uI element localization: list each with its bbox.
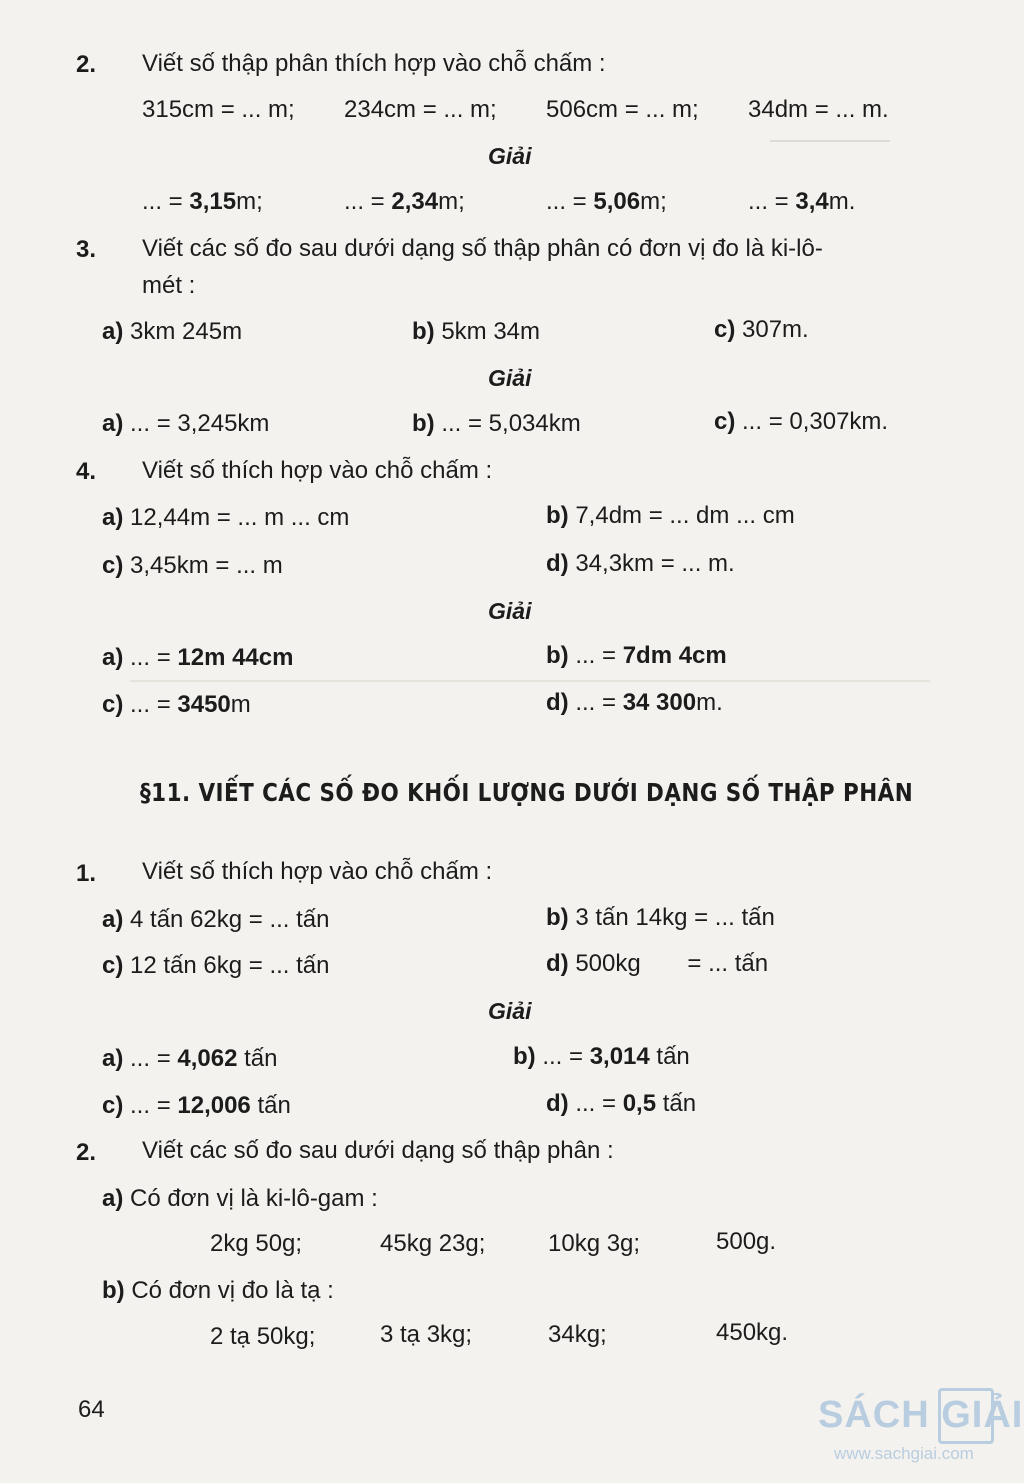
answer-item: b) ... = 5,034km: [412, 410, 581, 437]
answer-item: ... = 2,34m;: [344, 188, 465, 215]
exercise-item: 45kg 23g;: [380, 1230, 486, 1257]
exercise-item: a) 3km 245m: [102, 318, 243, 345]
exercise-prompt: Viết số thích hợp vào chỗ chấm :: [142, 457, 493, 484]
exercise-item: d) 34,3km = ... m.: [546, 550, 735, 577]
answer-item: d) ... = 0,5 tấn: [546, 1090, 697, 1117]
exercise-item: c) 307m.: [714, 316, 809, 343]
exercise-item: a) 4 tấn 62kg = ... tấn: [102, 906, 330, 933]
answer-item: ... = 3,4m.: [748, 188, 856, 215]
exercise-item: b) 3 tấn 14kg = ... tấn: [546, 904, 775, 931]
logo-url: www.sachgiai.com: [834, 1444, 974, 1463]
exercise-item: a) 12,44m = ... m ... cm: [102, 504, 350, 531]
exercise-prompt: Viết các số đo sau dưới dạng số thập phân :: [142, 1137, 614, 1164]
exercise-number: 2.: [76, 51, 97, 78]
answer-item: a) ... = 12m 44cm: [102, 644, 294, 671]
exercise-item: c) 12 tấn 6kg = ... tấn: [102, 952, 330, 979]
answer-item: c) ... = 12,006 tấn: [102, 1092, 291, 1119]
answer-item: ... = 5,06m;: [546, 188, 667, 215]
exercise-prompt-cont: mét :: [142, 272, 196, 299]
exercise-item: 315cm = ... m;: [142, 96, 295, 123]
bleed-through-mark: [770, 140, 890, 142]
exercise-item: d) 500kg = ... tấn: [546, 950, 769, 977]
solution-label: Giải: [488, 598, 532, 624]
exercise-item: 234cm = ... m;: [344, 96, 497, 123]
solution-label: Giải: [488, 143, 532, 169]
exercise-item: 450kg.: [716, 1319, 789, 1346]
page-number: 64: [78, 1396, 105, 1423]
sub-question: a) Có đơn vị là ki-lô-gam :: [102, 1185, 378, 1212]
exercise-item: 3 tạ 3kg;: [380, 1321, 473, 1348]
exercise-item: c) 3,45km = ... m: [102, 552, 283, 579]
watermark-logo: [818, 1390, 1024, 1470]
exercise-item: 500g.: [716, 1228, 777, 1255]
logo-text: SÁCH GIẢI: [818, 1394, 1024, 1436]
exercise-number: 2.: [76, 1139, 97, 1166]
solution-label: Giải: [488, 998, 532, 1024]
exercise-number: 3.: [76, 236, 97, 263]
answer-item: d) ... = 34 300m.: [546, 689, 723, 716]
exercise-item: 506cm = ... m;: [546, 96, 699, 123]
answer-item: b) ... = 7dm 4cm: [546, 642, 727, 669]
solution-label: Giải: [488, 365, 532, 391]
section-title: §11. VIẾT CÁC SỐ ĐO KHỐI LƯỢNG DƯỚI DẠNG SỐ THẬP PHÂN: [140, 778, 914, 807]
bleed-through-mark: [130, 680, 930, 682]
exercise-item: 2 tạ 50kg;: [210, 1323, 316, 1350]
exercise-item: 10kg 3g;: [548, 1230, 641, 1257]
answer-item: b) ... = 3,014 tấn: [513, 1043, 690, 1070]
exercise-item: 2kg 50g;: [210, 1230, 303, 1257]
sub-question: b) Có đơn vị đo là tạ :: [102, 1277, 334, 1304]
answer-item: a) ... = 3,245km: [102, 410, 270, 437]
exercise-item: 34dm = ... m.: [748, 96, 889, 123]
exercise-prompt: Viết số thập phân thích hợp vào chỗ chấm :: [142, 50, 606, 77]
answer-item: ... = 3,15m;: [142, 188, 263, 215]
exercise-item: 34kg;: [548, 1321, 607, 1348]
exercise-prompt: Viết số thích hợp vào chỗ chấm :: [142, 858, 493, 885]
exercise-number: 1.: [76, 860, 97, 887]
exercise-prompt: Viết các số đo sau dưới dạng số thập phân có đơn vị đo là ki-lô-: [142, 235, 823, 262]
answer-item: c) ... = 0,307km.: [714, 408, 889, 435]
exercise-number: 4.: [76, 458, 97, 485]
exercise-item: b) 7,4dm = ... dm ... cm: [546, 502, 795, 529]
exercise-item: b) 5km 34m: [412, 318, 541, 345]
answer-item: a) ... = 4,062 tấn: [102, 1045, 278, 1072]
answer-item: c) ... = 3450m: [102, 691, 251, 718]
